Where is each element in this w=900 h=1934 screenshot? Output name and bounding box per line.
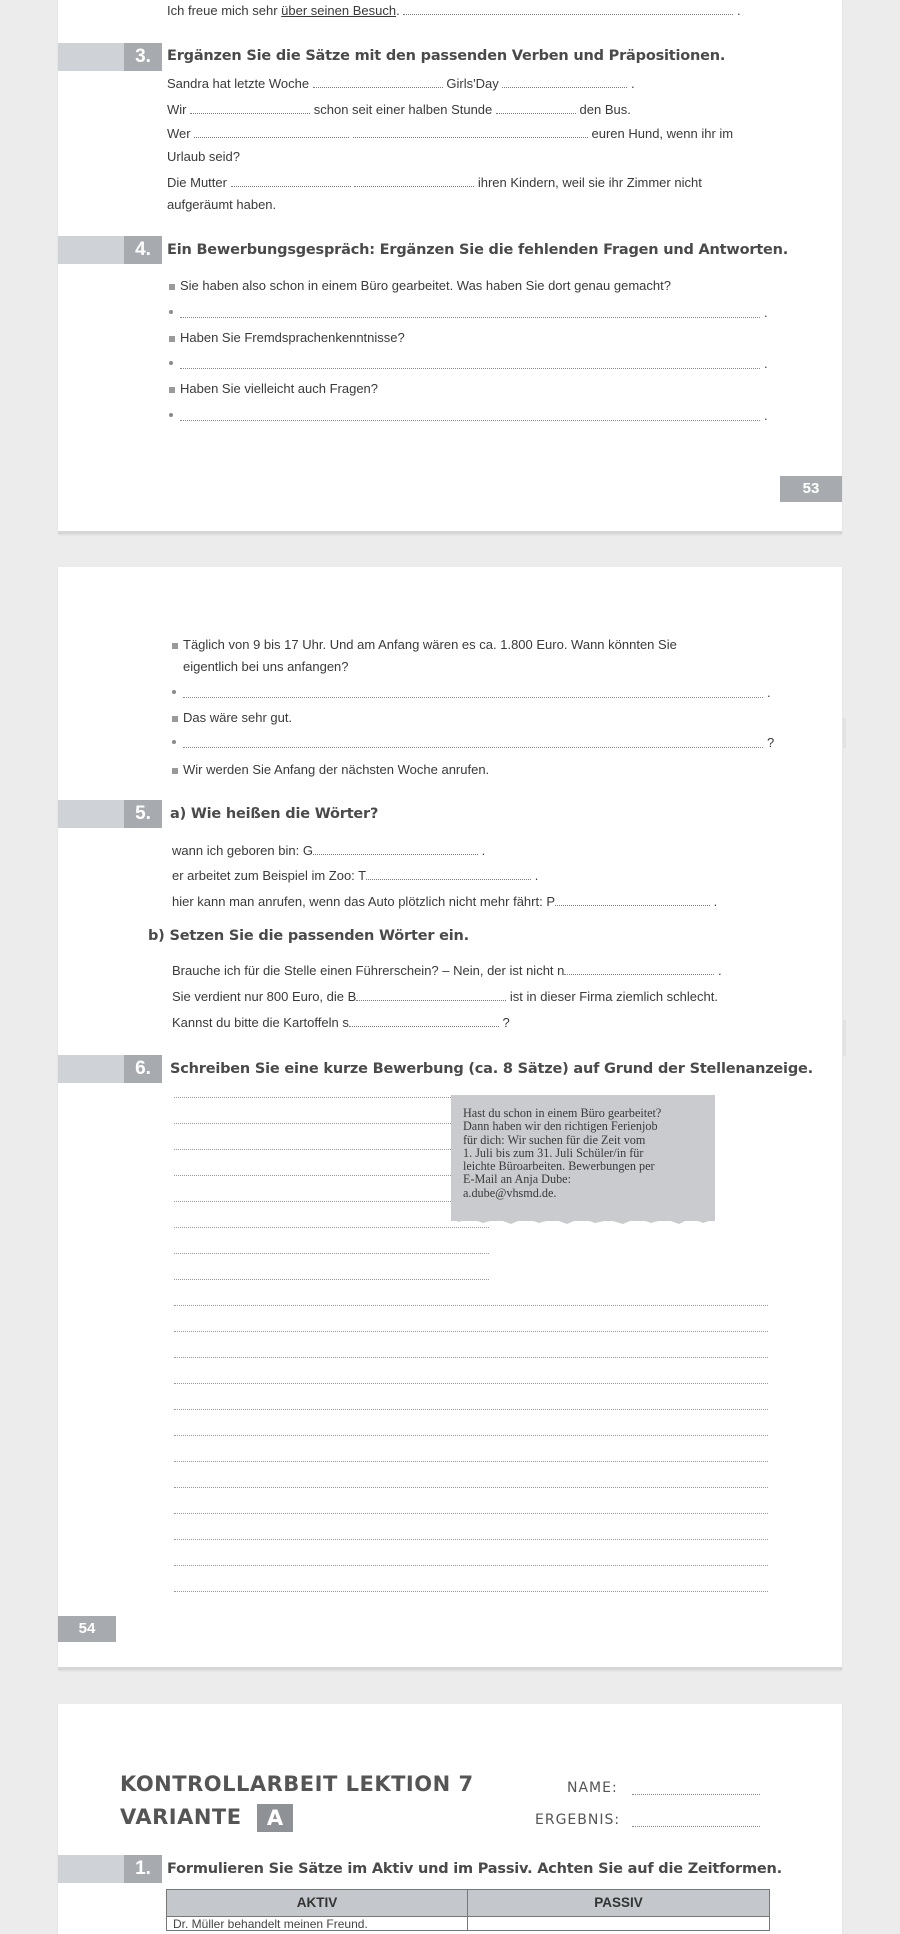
question-text: Täglich von 9 bis 17 Uhr. Und am Anfang wären es ca. 1.800 Euro. Wann könnten Sie <box>183 637 677 652</box>
line-text: den Bus. <box>579 102 631 117</box>
dot-bullet-icon <box>169 361 173 365</box>
answer-blank[interactable] <box>555 894 710 906</box>
table-cell-partial: Dr. Müller behandelt meinen Freund. <box>173 1917 368 1931</box>
writing-line[interactable] <box>174 1539 768 1540</box>
line-text: euren Hund, wenn ihr im <box>591 126 734 141</box>
task-3-line-6: aufgeräumt haben. <box>167 197 277 212</box>
workbook-page-54 <box>58 567 842 1670</box>
task-4-question-3 <box>169 381 378 397</box>
result-label: ERGEBNIS: <box>535 1812 621 1828</box>
writing-line[interactable] <box>174 1513 768 1514</box>
answer-end: ? <box>767 735 775 750</box>
task-3-number: 3. <box>124 43 162 71</box>
task-5-title-b: b) Setzen Sie die passenden Wörter ein. <box>148 928 469 944</box>
item-text: Kannst du bitte die Kartoffeln s <box>172 1015 349 1030</box>
question-text: Sie haben also schon in einem Büro gearbeitet. Was haben Sie dort genau gemacht? <box>180 278 671 293</box>
answer-line[interactable] <box>183 747 763 748</box>
task-3-title: Ergänzen Sie die Sätze mit den passenden Verben und Präpositionen. <box>167 48 726 64</box>
writing-line[interactable] <box>174 1487 768 1488</box>
top-sentence-period: . <box>396 3 400 18</box>
item-text: wann ich geboren bin: G <box>172 843 313 858</box>
ad-line: leichte Büroarbeiten. Bewerbungen per <box>463 1159 655 1174</box>
writing-line[interactable] <box>174 1461 768 1462</box>
line-text: Sandra hat letzte Woche <box>167 76 310 91</box>
writing-line[interactable] <box>174 1149 489 1150</box>
answer-end: . <box>764 305 768 320</box>
answer-line[interactable] <box>180 420 760 421</box>
side-marker <box>843 1020 846 1056</box>
writing-line[interactable] <box>174 1409 768 1410</box>
task-3-line-5 <box>167 175 702 191</box>
answer-blank[interactable] <box>313 76 443 88</box>
result-field[interactable] <box>632 1826 760 1827</box>
writing-line[interactable] <box>174 1591 768 1592</box>
writing-line[interactable] <box>174 1331 768 1332</box>
table-divider <box>467 1916 468 1930</box>
dot-bullet-icon <box>172 690 176 694</box>
dialog-question-2 <box>172 710 292 726</box>
answer-end: . <box>764 408 768 423</box>
line-text: . <box>630 76 635 91</box>
item-end: . <box>534 868 539 883</box>
dot-bullet-icon <box>169 413 173 417</box>
answer-blank[interactable] <box>190 102 310 114</box>
task-4-title: Ein Bewerbungsgespräch: Ergänzen Sie die fehlenden Fragen und Antworten. <box>167 242 789 258</box>
writing-line[interactable] <box>174 1357 768 1358</box>
ad-line: für dich: Wir suchen für die Zeit vom <box>463 1132 646 1147</box>
writing-line[interactable] <box>174 1097 489 1098</box>
answer-blank[interactable] <box>356 989 506 1001</box>
job-advertisement <box>451 1095 715 1221</box>
task-4-bar <box>58 236 162 264</box>
task-4-question-2 <box>169 330 405 346</box>
task-5b-item-2 <box>172 989 718 1005</box>
question-text: Haben Sie vielleicht auch Fragen? <box>180 381 379 396</box>
task-5a-item-2 <box>172 868 538 884</box>
square-bullet-icon <box>172 768 178 774</box>
side-marker <box>843 718 846 748</box>
task-3-line-4: Urlaub seid? <box>167 149 240 164</box>
item-text: Sie verdient nur 800 Euro, die B <box>172 989 357 1004</box>
line-text: ihren Kindern, weil sie ihr Zimmer nicht <box>477 175 702 190</box>
dialog-question-1-cont: eigentlich bei uns anfangen? <box>183 659 349 674</box>
task-3-bar <box>58 43 162 71</box>
test-title: KONTROLLARBEIT LEKTION 7 <box>120 1772 474 1796</box>
item-end: . <box>718 963 722 978</box>
variant-label: VARIANTE <box>120 1805 242 1829</box>
task-5-bar <box>58 800 162 828</box>
answer-blank[interactable] <box>502 76 627 88</box>
top-sentence-underlined: über seinen Besuch <box>281 3 397 18</box>
answer-end: . <box>767 685 771 700</box>
line-text: Die Mutter <box>167 175 227 190</box>
answer-blank[interactable] <box>564 963 714 975</box>
task-4-question-1 <box>169 278 671 294</box>
writing-line[interactable] <box>174 1565 768 1566</box>
question-text: Haben Sie Fremdsprachenkenntnisse? <box>180 330 405 345</box>
task-6-number: 6. <box>124 1055 162 1083</box>
square-bullet-icon <box>169 387 175 393</box>
answer-blank[interactable] <box>353 126 588 138</box>
task-1-bar <box>58 1855 162 1883</box>
task-1-number: 1. <box>124 1855 162 1883</box>
job-ad-text <box>463 1107 707 1200</box>
name-label: NAME: <box>567 1780 618 1796</box>
column-header-passiv: PASSIV <box>468 1890 769 1916</box>
answer-line[interactable] <box>180 317 760 318</box>
answer-blank[interactable] <box>354 175 474 187</box>
answer-blank[interactable] <box>403 3 733 15</box>
ad-line: Hast du schon in einem Büro gearbeitet? <box>463 1106 662 1120</box>
task-6-title: Schreiben Sie eine kurze Bewerbung (ca. 8 Sätze) auf Grund der Stellenanzeige. <box>170 1061 813 1077</box>
top-sentence: Ich freue mich sehr über seinen Besuch. . <box>167 3 741 18</box>
task-5a-item-3 <box>172 894 717 910</box>
answer-blank[interactable] <box>231 175 351 187</box>
line-text: Wir <box>167 102 187 117</box>
question-text: Wir werden Sie Anfang der nächsten Woche anrufen. <box>183 762 490 777</box>
answer-end: . <box>764 356 768 371</box>
ad-line: 1. Juli bis zum 31. Juli Schüler/in für <box>463 1145 644 1160</box>
writing-line[interactable] <box>174 1123 489 1124</box>
page-number-54: 54 <box>58 1616 116 1642</box>
ad-line: Dann haben wir den richtigen Ferienjob <box>463 1119 658 1134</box>
item-text: Brauche ich für die Stelle einen Führerschein? – Nein, der ist nicht n <box>172 963 565 978</box>
item-text: ist in dieser Firma ziemlich schlecht. <box>509 989 718 1004</box>
aktiv-passiv-table <box>166 1889 770 1931</box>
writing-line[interactable] <box>174 1383 768 1384</box>
ad-line: E-Mail an Anja Dube: <box>463 1172 571 1187</box>
writing-line[interactable] <box>174 1175 489 1176</box>
writing-line[interactable] <box>174 1227 489 1228</box>
square-bullet-icon <box>172 716 178 722</box>
task-3-line-1 <box>167 76 635 92</box>
square-bullet-icon <box>169 284 175 290</box>
writing-line[interactable] <box>174 1435 768 1436</box>
answer-line[interactable] <box>183 697 763 698</box>
item-text: hier kann man anrufen, wenn das Auto plötzlich nicht mehr fährt: P <box>172 894 555 909</box>
ad-line: a.dube@vhsmd.de. <box>463 1185 557 1200</box>
line-text: Wer <box>167 126 191 141</box>
task-5b-item-1 <box>172 963 722 979</box>
writing-line[interactable] <box>174 1305 768 1306</box>
task-5-number: 5. <box>124 800 162 828</box>
name-field[interactable] <box>632 1794 760 1795</box>
column-header-aktiv: AKTIV <box>167 1890 468 1916</box>
writing-line[interactable] <box>174 1201 489 1202</box>
top-sentence-prefix: Ich freue mich sehr <box>167 3 282 18</box>
task-5a-item-1 <box>172 843 485 859</box>
task-5b-item-3 <box>172 1015 510 1031</box>
task-4-number: 4. <box>124 236 162 264</box>
dialog-question-1 <box>172 637 677 653</box>
question-text: Das wäre sehr gut. <box>183 710 293 725</box>
answer-blank[interactable] <box>194 126 349 138</box>
page-number-53: 53 <box>780 476 842 502</box>
square-bullet-icon <box>172 643 178 649</box>
task-1-title: Formulieren Sie Sätze im Aktiv und im Passiv. Achten Sie auf die Zeitformen. <box>167 1861 782 1877</box>
answer-blank[interactable] <box>313 843 478 855</box>
task-3-line-2 <box>167 102 631 118</box>
dot-bullet-icon <box>172 740 176 744</box>
page-edge <box>58 1667 842 1670</box>
page-edge <box>58 531 842 534</box>
item-text: er arbeitet zum Beispiel im Zoo: T <box>172 868 367 883</box>
square-bullet-icon <box>169 336 175 342</box>
torn-edge-decoration <box>451 1215 715 1227</box>
dialog-question-3 <box>172 762 489 778</box>
answer-blank[interactable] <box>349 1015 499 1027</box>
task-5-title-a: a) Wie heißen die Wörter? <box>170 806 379 822</box>
answer-blank[interactable] <box>366 868 531 880</box>
line-text: Girls'Day <box>446 76 499 91</box>
variant-badge: A <box>257 1804 293 1832</box>
item-end: . <box>713 894 718 909</box>
writing-line[interactable] <box>174 1279 489 1280</box>
item-end: ? <box>502 1015 510 1030</box>
writing-line[interactable] <box>174 1253 489 1254</box>
task-3-line-3 <box>167 126 733 142</box>
item-end: . <box>481 843 486 858</box>
dot-bullet-icon <box>169 310 173 314</box>
answer-blank[interactable] <box>496 102 576 114</box>
line-text: schon seit einer halben Stunde <box>313 102 493 117</box>
answer-line[interactable] <box>180 368 760 369</box>
task-6-bar <box>58 1055 162 1083</box>
